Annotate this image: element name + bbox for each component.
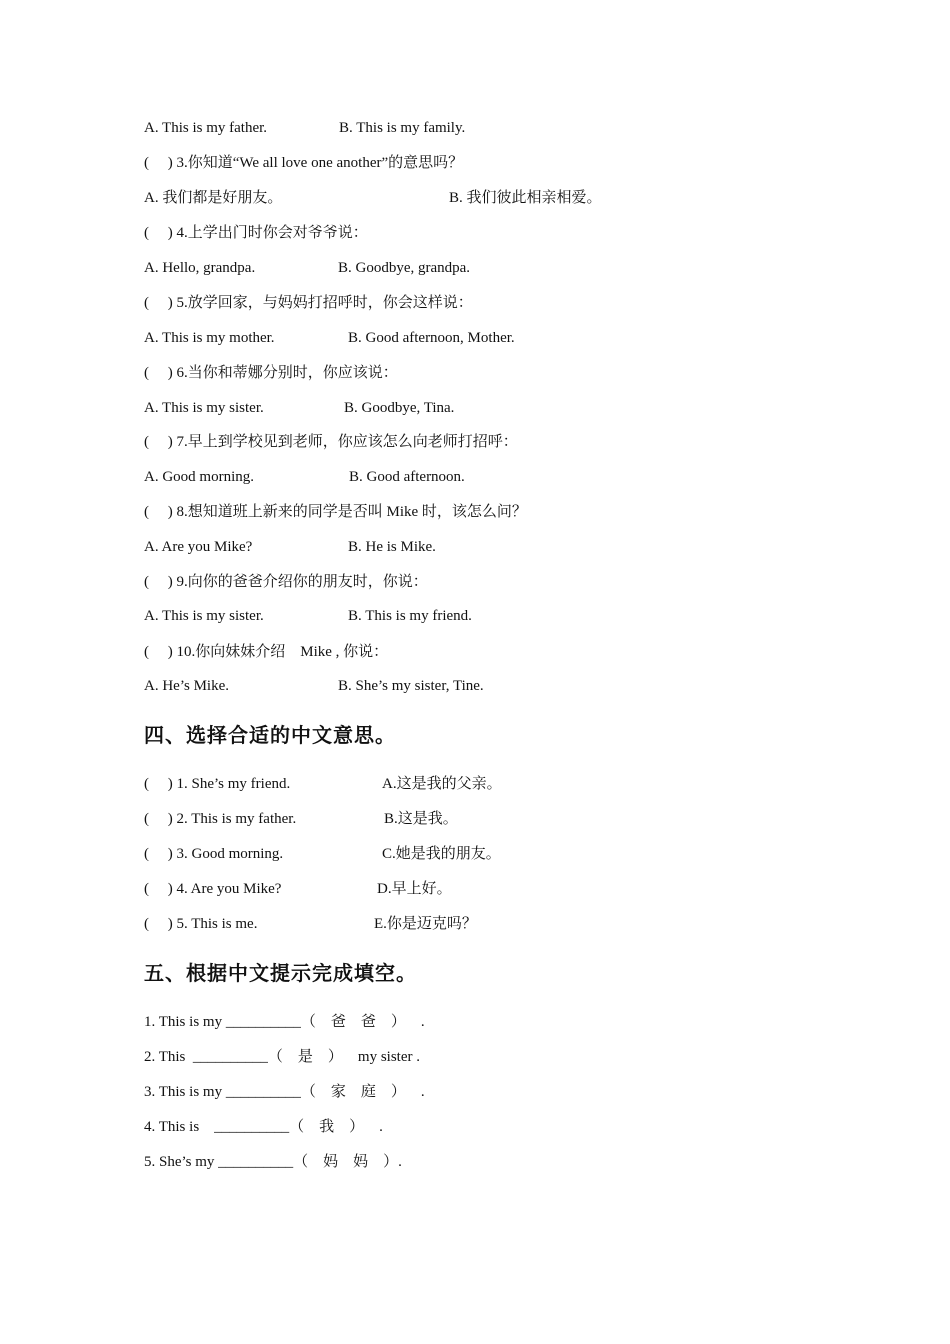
s4-item-1-english: ( ) 1. She’s my friend. (144, 776, 291, 792)
q6-option-b: B. Goodbye, Tina. (344, 400, 455, 416)
s5-fill-blank-4: 4. This is __________（ 我 ） . (144, 1119, 383, 1135)
s4-item-2-english: ( ) 2. This is my father. (144, 811, 297, 827)
q10-option-a: A. He’s Mike. (144, 678, 229, 694)
s4-item-1-chinese: A.这是我的父亲。 (382, 776, 502, 792)
section4-title: 四、选择合适的中文意思。 (144, 723, 396, 747)
s5-fill-blank-5: 5. She’s my __________（ 妈 妈 ）. (144, 1154, 402, 1170)
q10-stem: ( ) 10.你向妹妹介绍 Mike , 你说： (144, 644, 389, 660)
q4-stem: ( ) 4.上学出门时你会对爷爷说： (144, 225, 368, 241)
s5-fill-blank-2: 2. This __________（ 是 ） my sister . (144, 1049, 420, 1065)
q8-stem: ( ) 8.想知道班上新来的同学是否叫 Mike 时，该怎么问？ (144, 504, 527, 520)
s4-item-4-english: ( ) 4. Are you Mike? (144, 881, 282, 897)
q5-option-b: B. Good afternoon, Mother. (348, 330, 515, 346)
q10-option-b: B. She’s my sister, Tine. (338, 678, 484, 694)
s4-item-4-chinese: D.早上好。 (377, 881, 452, 897)
q5-stem: ( ) 5.放学回家，与妈妈打招呼时，你会这样说： (144, 295, 473, 311)
q5-option-a: A. This is my mother. (144, 330, 275, 346)
q4-option-a: A. Hello, grandpa. (144, 260, 256, 276)
q6-stem: ( ) 6.当你和蒂娜分别时，你应该说： (144, 365, 398, 381)
q6-option-a: A. This is my sister. (144, 400, 264, 416)
q8-option-a: A. Are you Mike? (144, 539, 253, 555)
q4-option-b: B. Goodbye, grandpa. (338, 260, 471, 276)
q3-option-b: B. 我们彼此相亲相爱。 (449, 190, 602, 206)
s4-item-3-chinese: C.她是我的朋友。 (382, 846, 501, 862)
q7-stem: ( ) 7.早上到学校见到老师，你应该怎么向老师打招呼： (144, 434, 518, 450)
q9-stem: ( ) 9.向你的爸爸介绍你的朋友时，你说： (144, 574, 428, 590)
s4-item-3-english: ( ) 3. Good morning. (144, 846, 284, 862)
q3-stem: ( ) 3.你知道“We all love one another”的意思吗？ (144, 155, 464, 171)
q2-option-b: B. This is my family. (339, 120, 466, 136)
q8-option-b: B. He is Mike. (348, 539, 436, 555)
s4-item-5-chinese: E.你是迈克吗？ (374, 916, 477, 932)
q7-option-b: B. Good afternoon. (349, 469, 465, 485)
s5-fill-blank-3: 3. This is my __________（ 家 庭 ） . (144, 1084, 425, 1100)
q7-option-a: A. Good morning. (144, 469, 254, 485)
s4-item-5-english: ( ) 5. This is me. (144, 916, 258, 932)
q9-option-a: A. This is my sister. (144, 608, 264, 624)
q3-option-a: A. 我们都是好朋友。 (144, 190, 283, 206)
section5-title: 五、根据中文提示完成填空。 (144, 961, 417, 985)
q9-option-b: B. This is my friend. (348, 608, 472, 624)
s4-item-2-chinese: B.这是我。 (384, 811, 458, 827)
s5-fill-blank-1: 1. This is my __________（ 爸 爸 ） . (144, 1014, 425, 1030)
q2-option-a: A. This is my father. (144, 120, 268, 136)
